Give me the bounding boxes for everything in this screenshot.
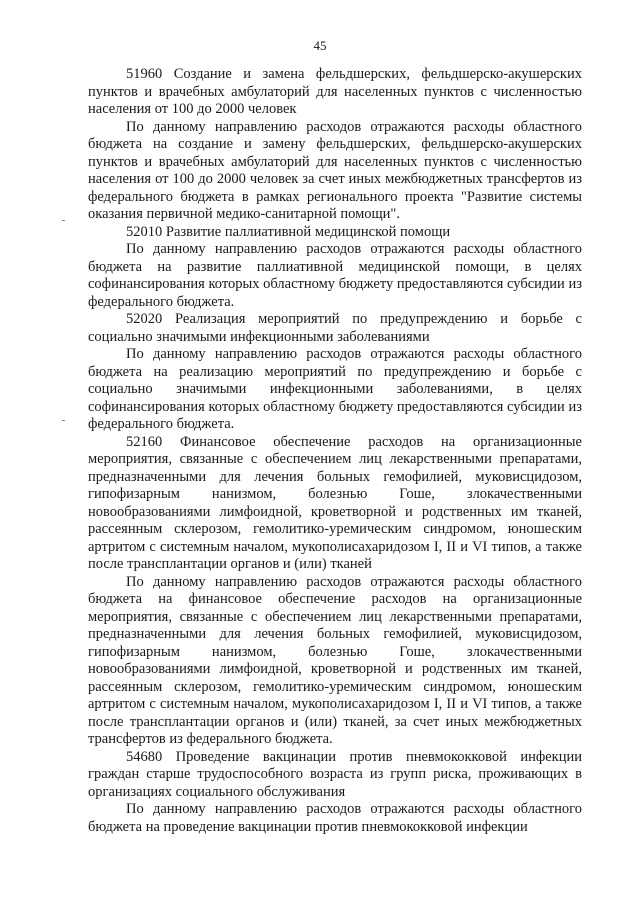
paragraph-heading-52010: 52010 Развитие паллиативной медицинской помощи xyxy=(126,223,451,240)
margin-scan-mark xyxy=(62,420,65,421)
document-body xyxy=(88,66,582,836)
paragraph-body-52160: По данному направлению расходов отражаются расходы областного бюджета на финансовое обеспечение расходов на организационные мероприятия, связанные с обеспечением лиц лекарственными препаратами, предназначенными для лечения больных гемофилией, муковисцидозом, гипофизарным нанизмом, болезнью Гоше, злокачественными новообразованиями лимфоидной, кроветворной и родственных им тканей, рассеянным склерозом, гемолитико-уремическим синдромом, юношеским артритом с системным началом, мукополисахаридозом I, II и VI типов, а также после трансплантации органов и (или) тканей, за счет иных межбюджетных трансфертов из федерального бюджета. xyxy=(88,573,582,747)
paragraph-heading-51960: 51960 Создание и замена фельдшерских, фельдшерско-акушерских пунктов и врачебных амбулаторий для населенных пунктов с численностью населения от 100 до 2000 человек xyxy=(88,66,582,117)
paragraph-body-54680: По данному направлению расходов отражаются расходы областного бюджета на проведение вакцинации против пневмококковой инфекции xyxy=(88,801,582,835)
paragraph-body-51960: По данному направлению расходов отражаются расходы областного бюджета на создание и замену фельдшерских, фельдшерско-акушерских пунктов и врачебных амбулаторий для населенных пунктов с численностью населения от 100 до 2000 человек за счет иных межбюджетных трансфертов из федерального бюджета в рамках регионального проекта "Развитие системы оказания первичной медико-санитарной помощи". xyxy=(88,118,582,222)
margin-scan-mark xyxy=(62,220,65,221)
paragraph-body-52020: По данному направлению расходов отражаются расходы областного бюджета на реализацию мероприятий по предупреждению и борьбе с социально значимыми инфекционными заболеваниями, в целях софинансирования которых областному бюджету предоставляются субсидии из федерального бюджета. xyxy=(88,346,582,432)
paragraph-heading-54680: 54680 Проведение вакцинации против пневмококковой инфекции граждан старше трудоспособного возраста из групп риска, проживающих в организациях социального обслуживания xyxy=(88,748,582,800)
page-number: 45 xyxy=(313,38,327,53)
paragraph-heading-52160: 52160 Финансовое обеспечение расходов на организационные мероприятия, связанные с обеспечением лиц лекарственными препаратами, предназначенными для лечения больных гемофилией, муковисцидозом, гипофизарным нанизмом, болезнью Гоше, злокачественными новообразованиями лимфоидной, кроветворной и родственных им тканей, рассеянным склерозом, гемолитико-уремическим синдромом, юношеским артритом с системным началом, мукополисахаридозом I, II и VI типов, а также после трансплантации органов и (или) тканей xyxy=(88,433,582,572)
paragraph-body-52010: По данному направлению расходов отражаются расходы областного бюджета на развитие паллиативной медицинской помощи, в целях софинансирования которых областному бюджету предоставляются субсидии из федерального бюджета. xyxy=(88,241,582,310)
paragraph-heading-52020: 52020 Реализация мероприятий по предупреждению и борьбе с социально значимыми инфекционными заболеваниями xyxy=(88,311,582,345)
